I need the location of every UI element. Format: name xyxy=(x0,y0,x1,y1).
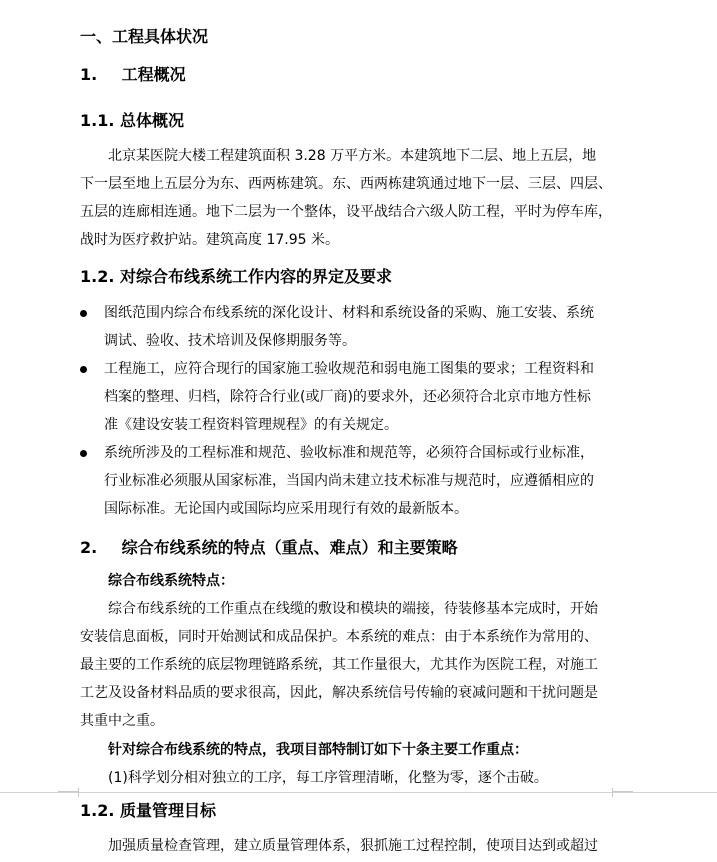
bullet-line: 系统所涉及的工程标准和规范、验收标准和规范等，必须符合国标或行业标准， xyxy=(104,445,594,461)
paragraph-line: 加强质量检查管理，建立质量管理体系，狠抓施工过程控制，使项目达到或超过 xyxy=(108,838,598,854)
paragraph-line: 工艺及设备材料品质的要求很高，因此，解决系统信号传输的衰减问题和干扰问题是 xyxy=(80,685,598,701)
paragraph-line: 战时为医疗救护站。建筑高度 17.95 米。 xyxy=(80,232,339,248)
heading-title: 综合布线系统的特点（重点、难点）和主要策略 xyxy=(121,538,458,557)
heading-number: 1.2. xyxy=(80,801,115,820)
heading-title: 总体概况 xyxy=(120,111,185,130)
heading-features-strategy xyxy=(80,535,458,558)
focus-item: (1)科学划分相对独立的工序，每工序管理清晰，化整为零，逐个击破。 xyxy=(108,770,548,786)
heading-title: 质量管理目标 xyxy=(120,801,217,820)
heading-title: 工程概况 xyxy=(121,65,186,84)
paragraph-line: 安装信息面板，同时开始测试和成品保护。本系统的难点：由于本系统作为常用的、 xyxy=(80,629,598,645)
heading-number: 1.2. xyxy=(80,267,115,286)
margin-corner-mark-left xyxy=(58,788,79,797)
paragraph-line: 其重中之重。 xyxy=(80,713,164,729)
bullet-icon xyxy=(80,310,87,317)
page-break-line xyxy=(0,792,717,793)
bullet-line: 准《建设安装工程资料管理规程》的有关规定。 xyxy=(104,417,398,433)
paragraph-line: 五层的连廊相连通。地下二层为一个整体，设平战结合六级人防工程，平时为停车库， xyxy=(80,204,612,220)
bullet-line: 国际标准。无论国内或国际均应采用现行有效的最新版本。 xyxy=(104,501,468,517)
heading-scope-requirements xyxy=(80,264,392,287)
heading-engineering-overview xyxy=(80,62,186,85)
feature-label: 综合布线系统特点： xyxy=(108,573,234,589)
margin-corner-mark-right xyxy=(612,788,633,797)
heading-number: 2. xyxy=(80,538,98,557)
heading-general-overview xyxy=(80,108,184,131)
bullet-line: 工程施工，应符合现行的国家施工验收规范和弱电施工图集的要求；工程资料和 xyxy=(104,361,594,377)
bullet-icon xyxy=(80,366,87,373)
heading-number: 1.1. xyxy=(80,111,115,130)
section-heading-1: 一、工程具体状况 xyxy=(80,27,209,46)
bullet-line: 行业标准必须服从国家标准，当国内尚未建立技术标准与规范时，应遵循相应的 xyxy=(104,473,594,489)
bullet-line: 调试、验收、技术培训及保修期服务等。 xyxy=(104,333,356,349)
paragraph-line: 最主要的工作系统的底层物理链路系统，其工作量很大，尤其作为医院工程，对施工 xyxy=(80,657,598,673)
paragraph-line: 下一层至地上五层分为东、西两栋建筑。东、西两栋建筑通过地下一层、三层、四层、 xyxy=(80,176,612,192)
bullet-line: 图纸范围内综合布线系统的深化设计、材料和系统设备的采购、施工安装、系统 xyxy=(104,305,594,321)
heading-quality-target xyxy=(80,798,216,821)
heading-number: 1. xyxy=(80,65,98,84)
heading-title: 对综合布线系统工作内容的界定及要求 xyxy=(120,267,393,286)
paragraph-line: 综合布线系统的工作重点在线缆的敷设和模块的端接，待装修基本完成时，开始 xyxy=(108,601,598,617)
paragraph-line: 北京某医院大楼工程建筑面积 3.28 万平方米。本建筑地下二层、地上五层，地 xyxy=(108,148,597,164)
focus-label: 针对综合布线系统的特点，我项目部特制订如下十条主要工作重点： xyxy=(108,742,528,758)
bullet-line: 档案的整理、归档，除符合行业(或厂商)的要求外，还必须符合北京市地方性标 xyxy=(104,389,591,405)
bullet-icon xyxy=(80,450,87,457)
